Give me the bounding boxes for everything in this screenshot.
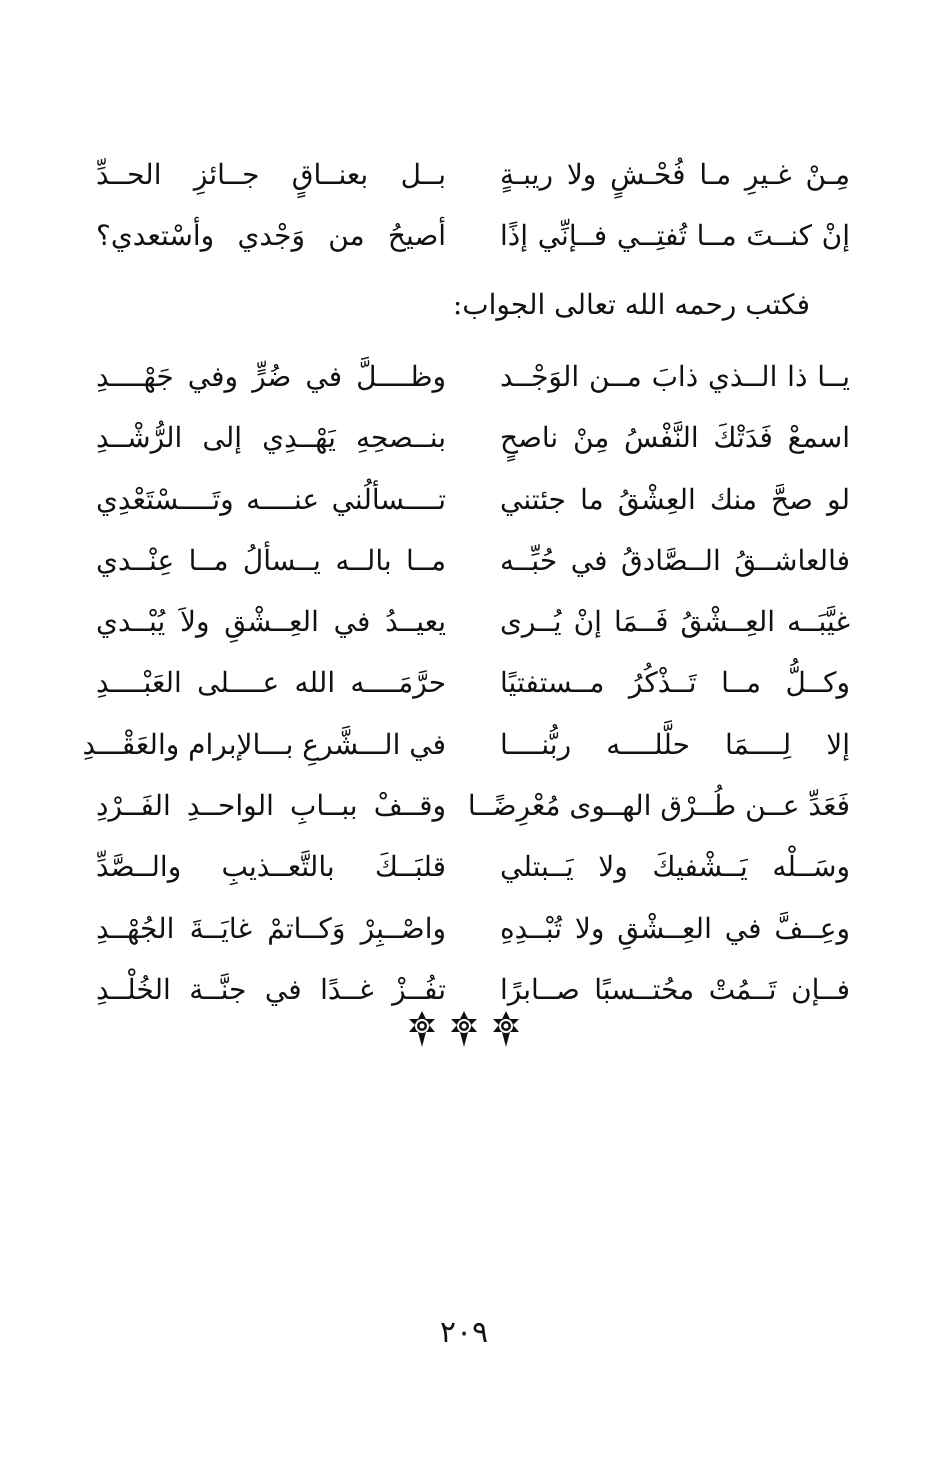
verse-first-hemistich: غيَّبَــه العِــشْقُ فَــمَا إنْ يُــرى: [500, 605, 850, 639]
verse-second-hemistich: تــــسألُني عنــــه وتَــــسْتَعْدِي: [96, 482, 446, 516]
verse-second-hemistich: مــا بالــه يــسألُ مــا عِنْــدي: [96, 543, 446, 577]
verse-second-hemistich: أصيحُ من وَجْدي وأسْتعدي؟: [96, 219, 446, 253]
verse-first-hemistich: مِـنْ غـيرِ مـا فُحْـشٍ ولا ريبـةٍ: [500, 158, 850, 191]
verse-second-hemistich: يعيــدُ في العِــشْقِ ولاَ يُبْــدي: [96, 605, 446, 639]
answer-intro-text: فكتب رحمه الله تعالى الجواب:: [452, 288, 810, 321]
verse-first-hemistich: إنْ كنــتَ مــا تُفتِــي فــإنِّي إذًا: [500, 219, 850, 253]
verse-first-hemistich: لو صحَّ منك العِشْقُ ما جئتني: [500, 482, 850, 516]
verse-line: [96, 536, 850, 597]
page-number: ٢٠٩: [439, 1315, 489, 1350]
verse-line: [96, 352, 850, 413]
verse-first-hemistich: إلا لِــــمَا حلَّلــــه ربُّنــــا: [500, 727, 850, 761]
verse-second-hemistich: وقــفْ ببــابِ الواحــدِ الفَــرْدِ: [96, 789, 446, 823]
poem-answer-block: [82, 352, 850, 1026]
verse-second-hemistich: بــل بعنــاقٍ جــائزِ الحــدِّ: [96, 158, 446, 191]
verse-second-hemistich: في الـــشَّرعِ بـــالإبرام والعَقْـــدِ: [82, 727, 446, 761]
verse-line: [96, 658, 850, 719]
verse-second-hemistich: حرَّمَــــه الله عــــلى العَبْــــدِ: [96, 666, 446, 700]
verse-line: [96, 597, 850, 658]
verse-line: [96, 904, 850, 965]
verse-second-hemistich: وظــــلَّ في ضُرٍّ وفي جَهْــــدِ: [96, 360, 446, 393]
verse-first-hemistich: وسَــلْه يَــشْفيكَ ولا يَــبتلي: [500, 850, 850, 884]
verse-first-hemistich: فالعاشــقُ الــصَّادقُ في حُبِّــه: [500, 543, 850, 577]
verse-first-hemistich: فَعَدِّ عــن طُــرْق الهــوى مُعْرِضًــا: [467, 789, 850, 823]
verse-second-hemistich: تفُــزْ غــدًا في جنَّــة الخُلْــدِ: [96, 972, 446, 1006]
verse-first-hemistich: وكــلُّ مــا تَــذْكُرُ مــستفتيًا: [500, 666, 850, 700]
verse-line: [96, 413, 850, 474]
verse-line: [96, 781, 850, 842]
star-flower-icon: [491, 1010, 521, 1048]
verse-first-hemistich: اسمعْ فَدَتْكَ النَّفْسُ مِنْ ناصحٍ: [500, 421, 850, 455]
verse-line: [96, 475, 850, 536]
verse-first-hemistich: وعِــفَّ في العِــشْقِ ولا تُبْــدِهِ: [500, 911, 850, 945]
poem-question-block: [96, 150, 850, 273]
star-flower-icon: [449, 1010, 479, 1048]
verse-first-hemistich: يــا ذا الــذي ذابَ مــن الوَجْــد: [500, 360, 850, 393]
verse-line: [96, 211, 850, 272]
section-divider-ornaments: [0, 1010, 928, 1048]
star-flower-icon: [407, 1010, 437, 1048]
verse-first-hemistich: فــإن تَــمُتْ محُتــسبًا صــابرًا: [500, 972, 850, 1006]
verse-second-hemistich: قلبَــكَ بالتَّعــذيبِ والــصَّدِّ: [96, 850, 446, 884]
verse-second-hemistich: واصْــبِرْ وَكــاتمْ غايَــةَ الجُهْــدِ: [96, 911, 446, 945]
verse-line: [82, 720, 850, 781]
verse-second-hemistich: بنــصحِهِ يَهْــدِي إلى الرُّشْــدِ: [96, 421, 446, 455]
verse-line: [96, 150, 850, 211]
verse-line: [96, 842, 850, 903]
